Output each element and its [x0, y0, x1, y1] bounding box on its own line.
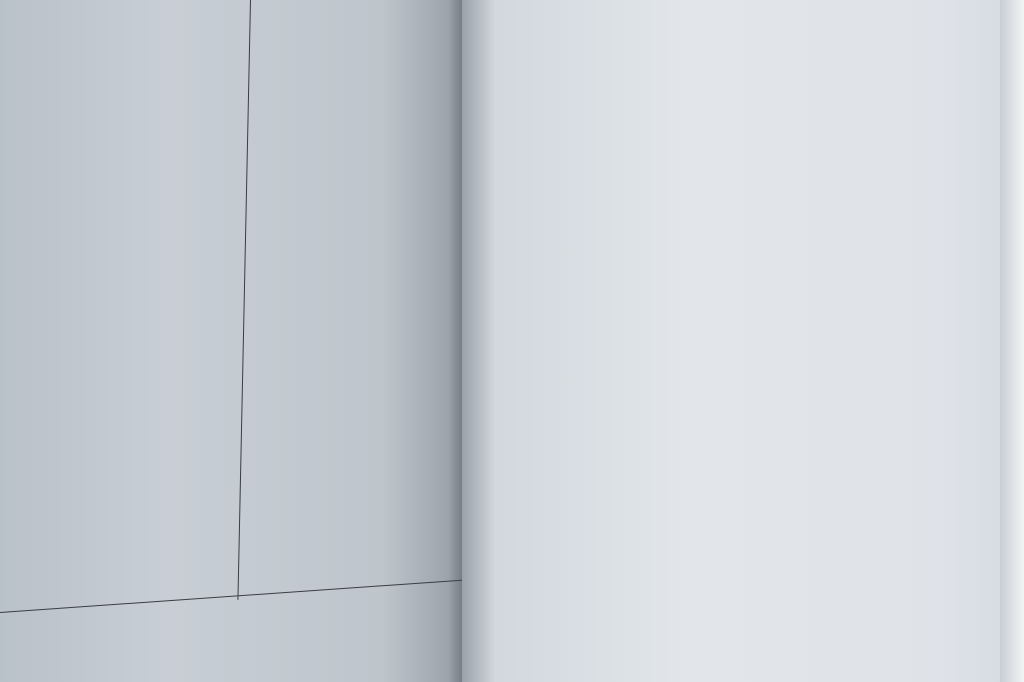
right-page: [462, 0, 1024, 682]
page-edge: [1000, 0, 1024, 682]
left-page: [0, 0, 478, 682]
column-divider: [237, 0, 251, 600]
bottom-rule: [0, 579, 469, 613]
